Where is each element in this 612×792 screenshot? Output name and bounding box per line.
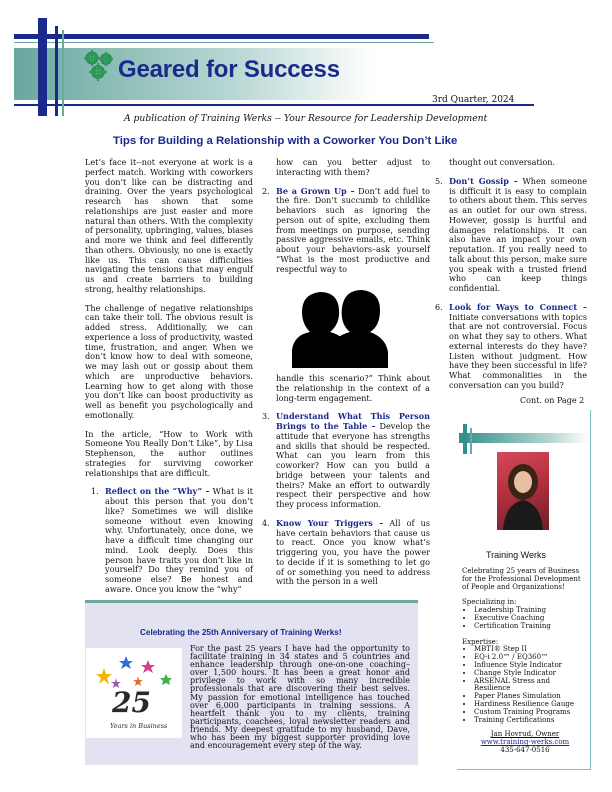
item-text: Initiate conversations with topics that are not controversial. Focus on what they say to others. What external interests do they have? Listen without judgment. How have they been successful in life? What commonalities in the conversation can you build? [449, 311, 587, 390]
continued-text: how can you better adjust to interacting with them? [276, 157, 430, 177]
item-number: 6. [435, 301, 443, 312]
list-item: • Certification Training [474, 623, 588, 631]
list-item: • Custom Training Programs [474, 709, 588, 717]
item-text: What is it about this person that you don’t like? Sometimes we will dislike someone without even knowing why. Unfortunately, once done, we have a difficult time changing our mind. Look deeply. Does this person have traits you don’t like in yourself? Do they remind you of someone else? Be honest and aware. Once you know the “why” [105, 486, 253, 594]
issue-date: 3rd Quarter, 2024 [432, 95, 515, 105]
item-text: Don’t add fuel to the fire. Don’t succumb to childlike behaviors such as ignoring the person out of spite, excluding them from meetings on purpose, sending passive aggressive emails, etc. Think about your behaviors–ask yourself “What is the most productive and respectful way to [276, 185, 431, 274]
paragraph-2: The challenge of negative relationships can take their toll. The obvious result is added stress. Additionally, we can experience a loss of productivity, wasted time, frustration, and anger. When we don’t know how to deal with someone, we may lash out or gossip about them which are unproductive behaviors. Learning how to get along with those you don’t like can boost productivity as well as benefit you psychologically and emotionally. [85, 302, 253, 420]
item-number: 3. [262, 411, 270, 422]
anniversary-25-logo [86, 648, 182, 738]
article-column-3 [435, 158, 587, 400]
list-item: • Executive Coaching [474, 615, 588, 623]
expertise-label: Expertise: [462, 637, 499, 646]
anniversary-title: Celebrating the 25th Anniversary of Training Werks! [140, 628, 342, 637]
item-text: When someone is difficult it is easy to complain to others about them. This serves as an outlet for our own stress. However, gossip is hurtful and damages relationships. It can also have an impact your own reputation. If you really need to talk about this person, make sure you speak with a trusted friend who can keep things confidential. [449, 175, 587, 293]
strategy-item-2 [262, 187, 430, 275]
strategy-item-6 [435, 303, 587, 391]
article-column-1 [85, 158, 253, 604]
list-item: • Change Style Indicator [474, 670, 588, 678]
paragraph-3: In the article, “How to Work with Someone You Really Don’t Like”, by Lisa Stephenson, the author outlines strategies for surviving coworker relationships that are difficult. [85, 428, 253, 478]
continued-on-page-link[interactable]: Cont. on Page 2 [520, 396, 585, 405]
website-link[interactable]: www.training-werks.com [480, 738, 570, 747]
list-item: • Hardiness Resilience Gauge [474, 701, 588, 709]
sidebar-bar-teal [459, 433, 589, 443]
specializing-label: Specializing in: [462, 598, 517, 607]
expertise-list [462, 646, 588, 724]
celebrating-text: Celebrating 25 years of Business for the Professional Development of People and Organizations! [462, 567, 581, 591]
sidebar-vertical-teal [463, 424, 467, 454]
list-item: • ARSENAL Stress and Resilience [474, 678, 588, 694]
strategy-item-5 [435, 177, 587, 294]
vertical-bar-teal [62, 30, 64, 116]
item-number: 2. [262, 185, 270, 196]
owner-name: Jan Hovrud, Owner [490, 730, 560, 739]
phone-number: 435-647-0516 [500, 745, 550, 754]
strategy-item-3 [262, 412, 430, 510]
item-title: Don’t Gossip – [449, 175, 518, 186]
logo-caption: Years in Business [110, 722, 168, 730]
continued-text: thought out conversation. [449, 157, 556, 167]
sidebar-vertical-teal-thin [470, 428, 472, 454]
list-item: • EQ-i 2.0™ / EQ360™ [474, 654, 588, 662]
item-number: 1. [91, 486, 99, 497]
header-line-navy-top [14, 34, 429, 39]
article-headline: Tips for Building a Relationship with a Coworker You Don’t Like [113, 135, 458, 147]
gears-icon [82, 48, 116, 82]
logo-number: 25 [112, 686, 151, 719]
strategy-list-2 [262, 187, 430, 275]
item-title: Look for Ways to Connect – [449, 301, 587, 312]
item-number: 4. [262, 517, 270, 528]
silhouette-image [262, 280, 412, 368]
continued-text: handle this scenario?” Think about the relationship in the context of a long-term engagement. [276, 373, 430, 403]
anniversary-text: For the past 25 years I have had the opportunity to facilitate training in 34 states and 5 countries and enhance leadership through one-on-one coaching–over 1,500 hours. It has been a great honor and privilege to work with so many incredible professionals that are discovering their best selves. My passion for emotional intelligence has touched over 6,000 participants in training sessions. A heartfelt thank you to my clients, training participants, coachees, loyal newsletter readers and friends. My deepest gratitude to my husband, Dave, who has been my biggest supporter providing love and encouragement every step of the way. [190, 644, 410, 751]
sidebar-details [462, 568, 588, 755]
vertical-bar-navy [38, 18, 47, 116]
list-item: • Influence Style Indicator [474, 662, 588, 670]
item-title: Reflect on the “Why” – [105, 486, 210, 497]
newsletter-title: Geared for Success [118, 56, 340, 83]
item-title: Understand What This Person Brings to the Table – [276, 411, 430, 431]
list-item: • Paper Planes Simulation [474, 693, 588, 701]
item-number: 5. [435, 175, 443, 186]
paragraph-1: Let’s face it--not everyone at work is a perfect match. Working with coworkers you don’t like can be distracting and draining. Over the years psychological research has shown that some relationships are just easier and more natural than others. With the complexity of personality, upbringing, values, biases and more we think and feel differently than others. Obviously, no one is exactly like us. This can cause difficulties navigating the tensions that may engulf us and create barriers to building strong, healthy relationships. [85, 157, 253, 294]
strategy-item-1 [91, 487, 253, 594]
vertical-bar-navy-thin [55, 26, 58, 116]
header-line-teal-top [14, 42, 434, 43]
strategy-list [85, 487, 253, 594]
item-text: Develop the attitude that everyone has strengths and skills that should be respected. What can you learn from this coworker? How can you build a bridge between your talents and theirs? Make an effort to outwardly respect their perspective and how they process information. [276, 421, 430, 509]
strategy-item-4 [262, 519, 430, 587]
tagline: A publication of Training Werks -- Your Resource for Leadership Development [124, 113, 488, 124]
specializing-list [462, 607, 588, 630]
item-title: Know Your Triggers – [276, 517, 384, 528]
item-title: Be a Grown Up – [276, 185, 355, 196]
strategy-list-3 [262, 412, 430, 587]
list-item: • Leadership Training [474, 607, 588, 615]
company-name: Training Werks [486, 550, 547, 560]
article-column-2b [262, 374, 430, 596]
item-text: All of us have certain behaviors that cause us to react. Once you know what’s triggering you, you have the power to decide if it is something to let go of or something you need to address with the person in a well [276, 517, 430, 587]
strategy-list-4 [435, 177, 587, 391]
list-item: • Training Certifications [474, 717, 588, 725]
portrait-photo [497, 452, 549, 530]
article-column-2 [262, 158, 430, 283]
list-item: • MBTI® Step II [474, 646, 588, 654]
